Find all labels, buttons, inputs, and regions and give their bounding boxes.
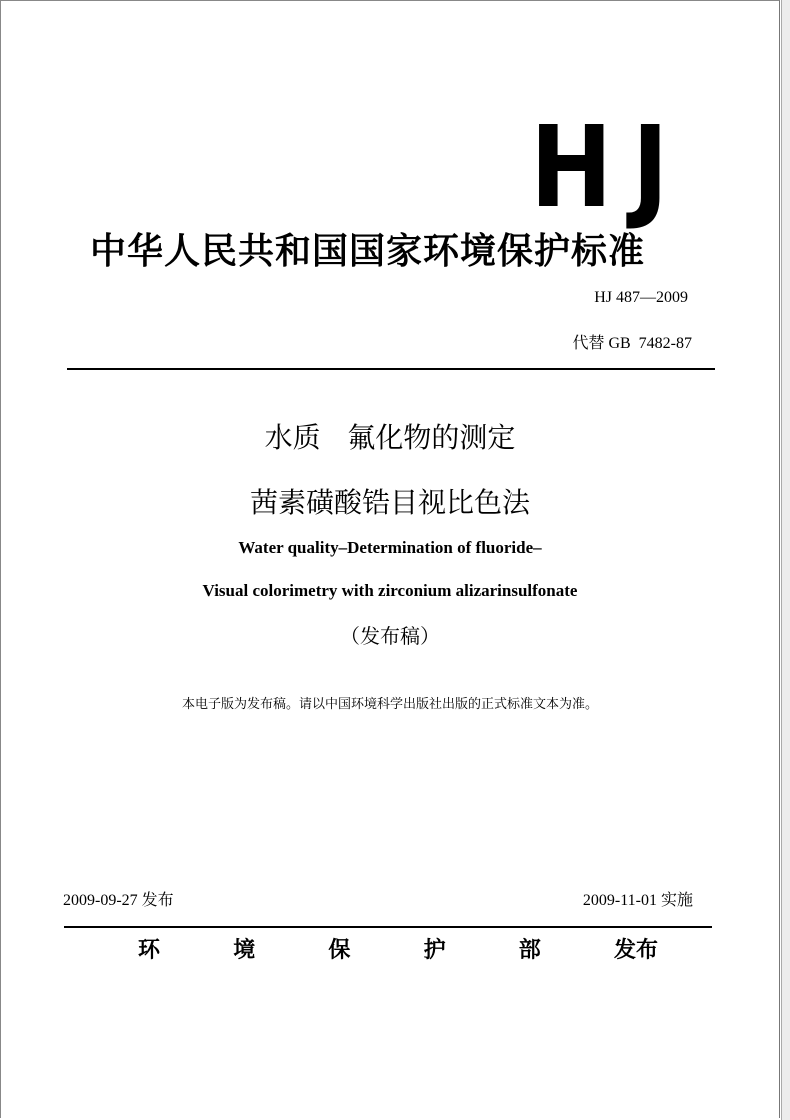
publisher-release-label: 发布	[613, 938, 658, 963]
hj-logo: HJ	[530, 103, 688, 233]
publisher-char: 境	[233, 938, 256, 963]
replaces-standard: 代替 GB 7482-87	[572, 335, 692, 352]
header-divider	[67, 368, 715, 370]
publisher-char: 环	[138, 938, 161, 963]
publisher-char: 护	[423, 938, 446, 963]
effective-date: 2009-11-01 实施	[582, 892, 693, 909]
organization-title: 中华人民共和国国家环境保护标准	[90, 231, 646, 272]
title-en-line1: Water quality–Determination of fluoride–	[238, 538, 542, 557]
title-en-line2: Visual colorimetry with zirconium alizarinsulfonate	[202, 581, 578, 600]
release-date: 2009-09-27 发布	[63, 892, 174, 909]
publisher-char: 部	[518, 938, 541, 963]
footer-divider	[64, 926, 712, 928]
title-cn-line1: 水质 氟化物的测定	[264, 421, 516, 454]
draft-label: （发布稿）	[340, 624, 440, 648]
standard-number: HJ 487—2009	[594, 289, 688, 306]
publisher-char: 保	[328, 938, 351, 963]
edition-notice: 本电子版为发布稿。请以中国环境科学出版社出版的正式标准文本为准。	[181, 697, 598, 712]
publisher	[138, 933, 658, 964]
title-cn-line2: 茜素磺酸锆目视比色法	[249, 486, 530, 519]
scrollbar[interactable]	[781, 0, 790, 1120]
